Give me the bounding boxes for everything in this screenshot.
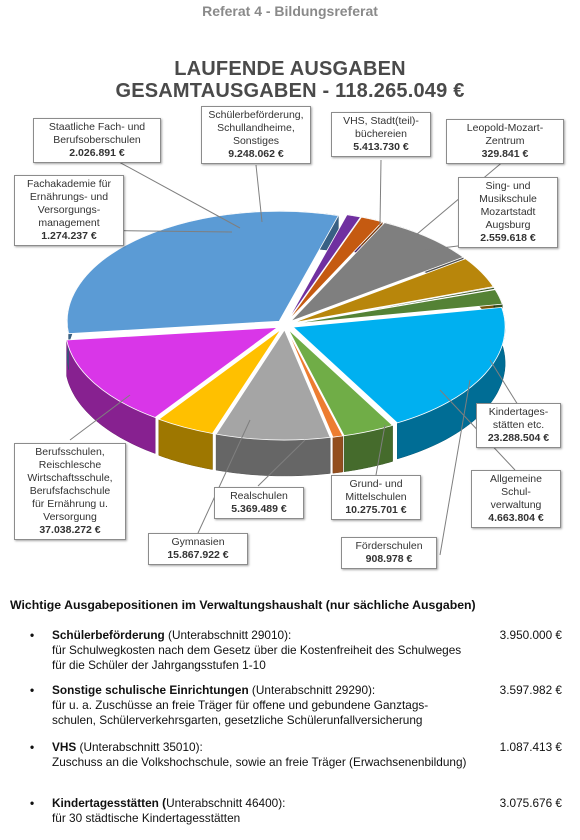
label-name-line: Mittelschulen [345,491,407,503]
item-subsection: (Unterabschnitt 29290): [248,683,376,697]
label-name-line: Allgemeine [490,473,542,485]
label-name-line: Augsburg [485,219,531,231]
label-name-line: Sing- und [485,180,531,192]
item-text [52,628,472,673]
leader-line [380,160,381,225]
item-description: für Schulwegkosten nach dem Gesetz über die Kostenfreiheit des Schulweges für die Schüler der Jahrgangsstufen 1-10 [52,643,462,672]
label-realschulen [214,487,304,519]
item-heading: Kindertagesstätten ( [52,796,167,810]
page-header: Referat 4 - Bildungsreferat [202,3,378,19]
bullet: • [30,683,35,697]
label-name-line: Leopold-Mozart- [466,122,544,134]
label-name-line: Ernährungs- und [29,191,109,203]
label-name-line: Musikschule [479,193,537,205]
label-berufsschulen [14,443,126,540]
label-allgemeine-schulverwaltung [471,470,561,528]
label-name-line: Kindertages- [488,406,549,418]
label-value: 9.248.062 € [228,148,284,160]
section-title: Wichtige Ausgabepositionen im Verwaltungshaushalt (nur sächliche Ausgaben) [10,598,476,612]
item-text [52,740,472,770]
label-value: 37.038.272 € [39,524,101,536]
label-vhs [331,112,431,157]
label-value: 2.026.891 € [69,147,125,159]
label-value: 2.559.618 € [480,232,536,244]
label-name-line: Staatliche Fach- und [48,121,146,133]
label-name-line: management [38,217,100,229]
label-value: 1.274.237 € [41,230,97,242]
label-name-line: Berufsoberschulen [53,134,141,146]
item-amount: 3.597.982 € [499,683,562,697]
chart-title-line2: GESAMTAUSGABEN - 118.265.049 € [115,80,465,102]
item-amount: 3.075.676 € [499,796,562,810]
label-name-line: büchereien [355,128,407,140]
label-name-line: für Ernährung u. [32,498,108,510]
label-schuelerbefoerderung [201,106,311,164]
label-grund-mittelschulen [331,475,421,520]
label-value: 4.663.804 € [488,512,544,524]
label-name-line: Fachakademie für [26,178,112,190]
label-name-line: Zentrum [485,135,525,147]
label-name-line: Gymnasien [171,536,225,548]
label-value: 5.369.489 € [231,503,287,515]
label-foerderschulen [341,537,437,569]
bullet: • [30,740,35,754]
label-value: 10.275.701 € [345,504,407,516]
label-name-line: Förderschulen [355,540,423,552]
bullet: • [30,796,35,810]
item-heading: VHS [52,740,77,754]
label-name-line: VHS, Stadt(teil)- [343,115,419,127]
label-name-line: Reischlesche [38,459,102,471]
label-name-line: Mozartstadt [480,206,536,218]
label-name-line: verwaltung [490,499,542,511]
label-name-line: Realschulen [230,490,288,502]
item-heading: Schülerbeförderung [52,628,165,642]
item-heading: Sonstige schulische Einrichtungen [52,683,249,697]
label-name-line: Versorgungs- [37,204,101,216]
label-value: 329.841 € [481,148,529,160]
label-name-line: Versorgung [43,511,97,523]
label-staatliche-fachschulen [33,118,161,163]
label-name-line: stätten etc. [492,419,545,431]
label-value: 5.413.730 € [353,141,409,153]
label-value: 23.288.504 € [487,432,550,444]
item-amount: 3.950.000 € [499,628,562,642]
label-name-line: Sonstiges [232,135,280,147]
item-subsection: (Unterabschnitt 29010): [164,628,292,642]
bullet: • [30,628,35,642]
label-name-line: Schülerbeförderung, [208,109,304,121]
pie-slice-side [333,436,343,473]
pie-slice-side [216,434,330,476]
item-subsection: Unterabschnitt 46400): [166,796,286,810]
label-value: 908.978 € [365,553,413,565]
label-fachakademie [14,175,124,246]
label-value: 15.867.922 € [167,549,229,561]
label-name-line: Grund- und [349,478,403,490]
chart-title-line1: LAUFENDE AUSGABEN [174,58,406,80]
item-amount: 1.087.413 € [499,740,562,754]
item-description: für 30 städtische Kindertagesstätten [52,811,241,825]
label-name-line: Schullandheime, [217,122,295,134]
label-kindertagesstaetten [476,403,561,448]
item-description: Zuschuss an die Volkshochschule, sowie an freie Träger (Erwachsenenbildung) [52,755,467,769]
item-description: für u. a. Zuschüsse an freie Träger für offene und gebundene Ganztags-schulen, Schülerverkehrsgarten, gesetzliche Schülerunfallversicherung [52,698,429,727]
item-text [52,796,472,826]
label-name-line: Wirtschaftsschule, [27,472,113,484]
label-sing-musikschule [458,177,558,248]
label-name-line: Berufsschulen, [35,446,105,458]
label-name-line: Schul- [501,486,531,498]
label-gymnasien [148,533,248,565]
label-leopold-mozart [446,119,564,164]
label-name-line: Berufsfachschule [29,485,111,497]
item-subsection: (Unterabschnitt 35010): [76,740,203,754]
item-text [52,683,472,728]
